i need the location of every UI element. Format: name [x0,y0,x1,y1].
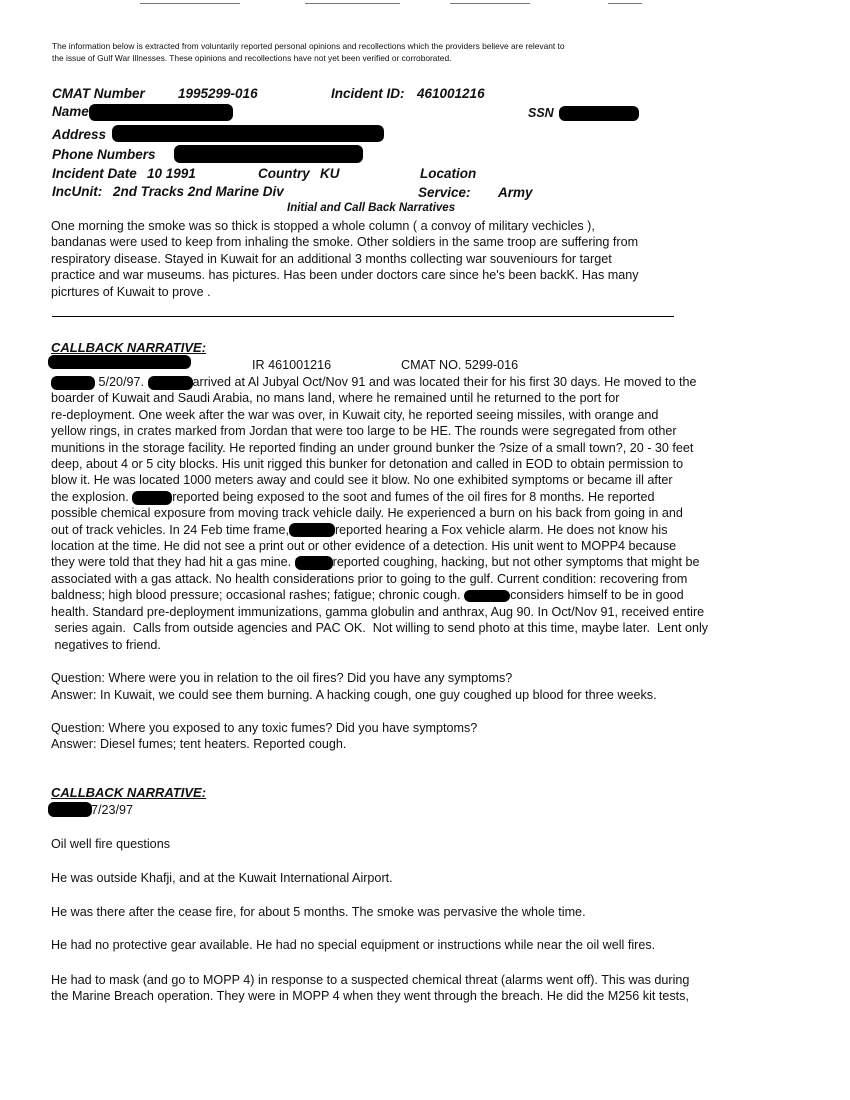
narrative-line: associated with a gas attack. No health considerations prior to going to the gulf. Current condition: recovering from [51,571,688,586]
incunit-value: 2nd Tracks 2nd Marine Div [113,184,284,199]
callback1-name-redaction [48,355,191,369]
top-rule-2 [305,3,400,4]
narrative-line: He had to mask (and go to MOPP 4) in response to a suspected chemical threat (alarms went off). This was during [51,973,690,987]
cmat-label: CMAT Number [52,86,145,101]
narrative-line: the Marine Breach operation. They were in MOPP 4 when they went through the breach. He did the M256 kit tests, [51,989,689,1004]
callback2-para: He was there after the cease fire, for about 5 months. The smoke was pervasive the whole time. [51,905,586,919]
answer-2: Answer: Diesel fumes; tent heaters. Reported cough. [51,737,347,751]
initial-narrative [51,218,639,300]
narrative-line: health. Standard pre-deployment immunizations, gamma globulin and anthrax, Aug 90. In Oct/Nov 91, received entire [51,604,705,619]
question-1: Question: Where were you in relation to the oil fires? Did you have any symptoms? [51,671,513,685]
narrative-line: yellow rings, in crates marked from Jordan that were too large to be HE. The rounds were segregated from other [51,424,677,439]
narrative-line: series again. Calls from outside agencies and PAC OK. Not willing to send photo at this time, maybe later. Lent only [51,621,709,636]
narrative-line: respiratory disease. Stayed in Kuwait for an additional 3 months collecting war souveniours for target [51,251,612,266]
top-rule-1 [140,3,240,4]
location-label: Location [420,166,477,181]
incident-date-label: Incident Date [52,166,137,181]
name-label: Name [52,104,89,119]
narrative-line: re-deployment. One week after the war was over, in Kuwait city, he reported seeing missiles, with orange and [51,407,659,422]
narrative-line: blow it. He was located 1000 meters away and could see it blow. No one exhibited symptoms or became ill after [51,473,673,488]
narrative-line: picrtures of Kuwait to prove . [51,284,211,299]
callback2-para: Oil well fire questions [51,837,170,851]
callback1-cmat: CMAT NO. 5299-016 [401,358,519,372]
callback2-name-redaction [48,802,92,817]
country-value: KU [320,166,340,181]
disclaimer: The information below is extracted from voluntarily reported personal opinions and recollections which the providers believe are relevant to the issue of Gulf War Illnesses. These opinions and recollections have not yet been verified or corroborated. [52,41,565,63]
callback2-last-para [51,972,689,1005]
narrative-line: practice and war museums. has pictures. Has been under doctors care since he's been backK. Has many [51,268,639,283]
callback-title-1: CALLBACK NARRATIVE: [51,340,207,355]
narrative-text: reported being exposed to the soot and fumes of the oil fires for 8 months. He reported [172,489,655,504]
ssn-redaction [559,106,639,121]
narrative-text: the explosion. [51,489,129,504]
callback1-ir: IR 461001216 [252,358,332,372]
narrative-line: One morning the smoke was so thick is stopped a whole column ( a convoy of military vechicles ), [51,219,595,233]
narrative-text: baldness; high blood pressure; occasional rashes; fatigue; chronic cough. [51,588,461,603]
incident-id-label: Incident ID: [331,86,405,101]
ssn-label: SSN [528,106,554,120]
narrative-text: out of track vehicles. In 24 Feb time frame, [51,522,289,537]
callback2-date: 7/23/97 [91,803,134,817]
narrative-line: deep, about 4 or 5 city blocks. His unit rigged this bunker for detonation and called in EOD to obtain permission to [51,457,684,472]
section-title: Initial and Call Back Narratives [287,202,456,214]
name-redaction [89,104,233,121]
narrative-text: they were told that they had hit a gas mine. [51,555,292,570]
top-rule-3 [450,3,530,4]
narrative-line: negatives to friend. [51,637,161,652]
callback2-para: He had no protective gear available. He had no special equipment or instructions while near the oil well fires. [51,938,656,952]
narrative-line [51,374,708,390]
redaction [289,523,335,537]
callback2-para: He was outside Khafji, and at the Kuwait International Airport. [51,871,393,885]
question-2: Question: Where you exposed to any toxic fumes? Did you have symptoms? [51,721,478,735]
redaction [295,556,333,570]
narrative-line [51,554,708,570]
service-label: Service: [418,185,471,200]
service-value: Army [498,185,533,200]
narrative-line: bandanas were used to keep from inhaling the smoke. Other soldiers in the same troop are suffering from [51,235,639,250]
top-rule-4 [608,3,642,4]
country-label: Country [258,166,310,181]
narrative-text: reported coughing, hacking, but not other symptoms that might be [332,555,700,570]
redaction [132,491,172,505]
redaction [51,376,95,390]
narrative-text: considers himself to be in good [510,588,684,603]
address-label: Address [52,127,107,142]
answer-1: Answer: In Kuwait, we could see them burning. A hacking cough, one guy coughed up blood for three weeks. [51,688,657,702]
narrative-line [51,587,708,603]
incident-date-value: 10 1991 [147,166,196,181]
narrative-line [51,489,708,505]
narrative-line: munitions in the storage facility. He reported finding an under ground bunker the ?size of a small town?, 20 - 30 feet [51,440,694,455]
redaction [148,376,193,390]
narrative-line: boarder of Kuwait and Saudi Arabia, no mans land, where he remained until he returned to the port for [51,391,620,406]
narrative-text: arrived at Al Jubyal Oct/Nov 91 and was located their for his first 30 days. He moved to the [192,375,697,389]
incunit-label: IncUnit: [52,184,103,199]
incident-id-value: 461001216 [417,86,485,101]
narrative-line: possible chemical exposure from moving track vehicle daily. He experienced a burn on his back from going in and [51,506,683,521]
redaction [464,590,510,602]
phone-redaction [174,145,363,163]
cmat-value: 1995299-016 [178,86,258,101]
narrative-line [51,522,708,538]
callback-title-2: CALLBACK NARRATIVE: [51,785,207,800]
callback1-date: 5/20/97. [98,375,145,389]
narrative-line: location at the time. He did not see a print out or other evidence of a detection. His unit went to MOPP4 because [51,539,677,554]
address-redaction [112,125,384,142]
narrative-text: reported hearing a Fox vehicle alarm. He does not know his [334,522,668,537]
callback1-body [51,374,708,653]
phone-label: Phone Numbers [52,147,156,162]
separator-line [52,316,674,317]
